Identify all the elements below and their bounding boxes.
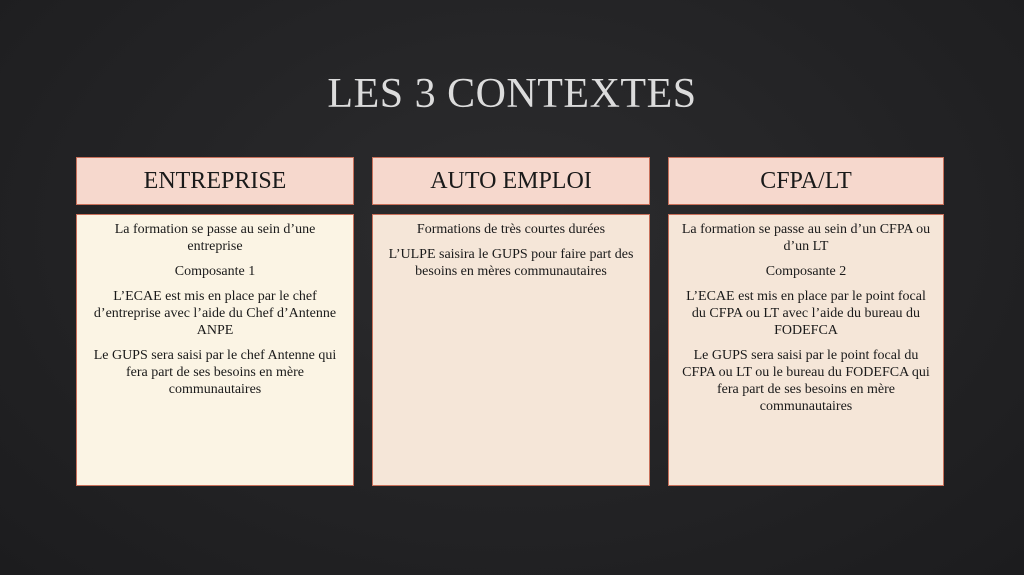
paragraph: Le GUPS sera saisi par le chef Antenne qui fera part de ses besoins en mère communautaires [93, 348, 337, 397]
paragraph: L’ECAE est mis en place par le chef d’entreprise avec l’aide du Chef d’Antenne ANPE [93, 289, 337, 338]
paragraph: Formations de très courtes durées [416, 222, 606, 237]
column-header-cfpa-lt: CFPA/LT [668, 157, 944, 205]
paragraph: Le GUPS sera saisi par le point focal du CFPA ou LT ou le bureau du FODEFCA qui fera part de ses besoins en mère communautaires [682, 348, 930, 414]
paragraph: La formation se passe au sein d’un CFPA ou d’un LT [681, 222, 931, 254]
paragraph: L’ECAE est mis en place par le point focal du CFPA ou LT avec l’aide du bureau du FODEFCA [686, 289, 926, 338]
column-body-auto-emploi [372, 214, 650, 486]
paragraph: La formation se passe au sein d’une entreprise [114, 222, 316, 254]
column-header-auto-emploi: AUTO EMPLOI [372, 157, 650, 205]
column-body-entreprise [76, 214, 354, 486]
paragraph: L’ULPE saisira le GUPS pour faire part des besoins en mères communautaires [388, 247, 634, 279]
column-header-entreprise: ENTREPRISE [76, 157, 354, 205]
paragraph: Composante 1 [174, 264, 256, 279]
column-body-cfpa-lt [668, 214, 944, 486]
slide-title: LES 3 CONTEXTES [327, 71, 697, 117]
paragraph: Composante 2 [765, 264, 847, 279]
